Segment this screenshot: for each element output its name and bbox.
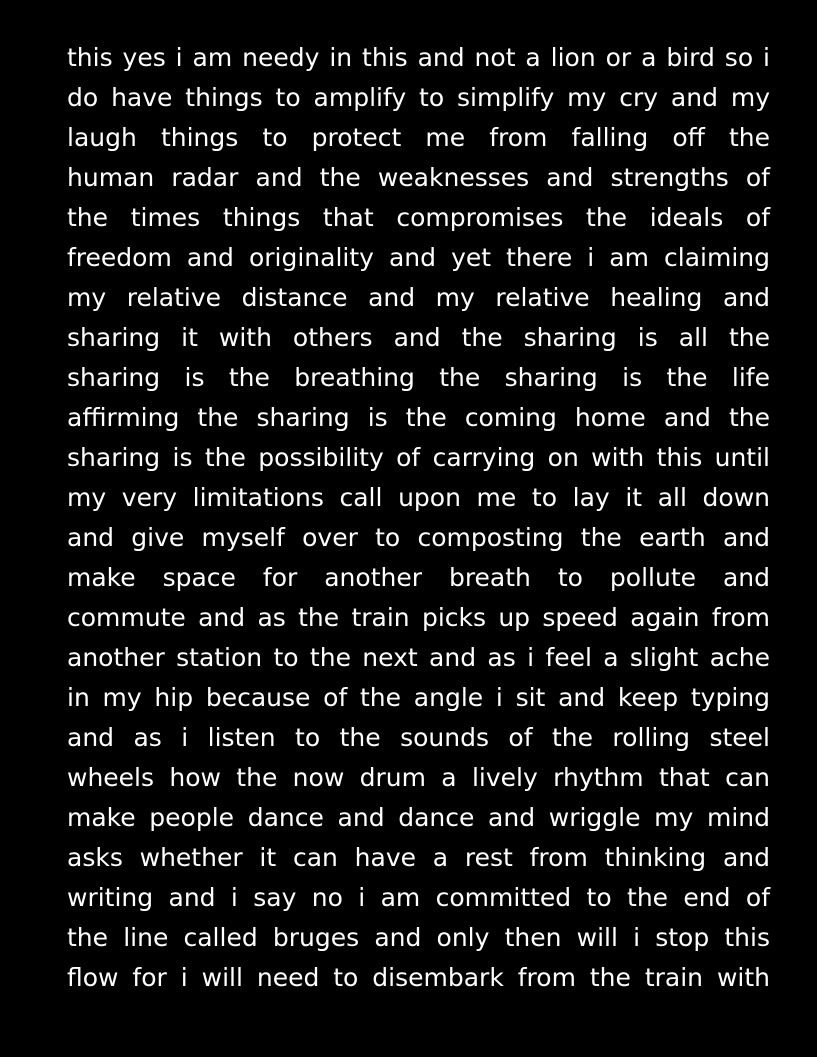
text-line-4: human radar and the weaknesses and strengths of bbox=[67, 163, 770, 192]
text-line-7: my relative distance and my relative healing and bbox=[67, 283, 770, 312]
text-line-23: the line called bruges and only then will i stop this bbox=[67, 923, 770, 952]
text-line-9: sharing is the breathing the sharing is the life bbox=[67, 363, 770, 392]
body-text bbox=[67, 38, 770, 998]
text-line-22: writing and i say no i am committed to the end of bbox=[67, 883, 770, 912]
text-line-14: make space for another breath to pollute and bbox=[67, 563, 770, 592]
text-line-6: freedom and originality and yet there i am claiming bbox=[67, 243, 770, 272]
text-line-15: commute and as the train picks up speed again from bbox=[67, 603, 770, 632]
text-line-13: and give myself over to composting the earth and bbox=[67, 523, 770, 552]
text-line-12: my very limitations call upon me to lay it all down bbox=[67, 483, 770, 512]
text-line-17: in my hip because of the angle i sit and keep typing bbox=[67, 683, 770, 712]
text-line-2: do have things to amplify to simplify my cry and my bbox=[67, 83, 770, 112]
text-line-16: another station to the next and as i feel a slight ache bbox=[67, 643, 770, 672]
text-line-11: sharing is the possibility of carrying on with this until bbox=[67, 443, 770, 472]
text-line-24: flow for i will need to disembark from the train with bbox=[67, 963, 770, 992]
text-line-5: the times things that compromises the ideals of bbox=[67, 203, 770, 232]
text-line-19: wheels how the now drum a lively rhythm that can bbox=[67, 763, 770, 792]
text-line-18: and as i listen to the sounds of the rolling steel bbox=[67, 723, 770, 752]
text-line-8: sharing it with others and the sharing is all the bbox=[67, 323, 770, 352]
text-line-21: asks whether it can have a rest from thinking and bbox=[67, 843, 770, 872]
text-line-1: this yes i am needy in this and not a lion or a bird so i bbox=[67, 43, 770, 72]
text-line-3: laugh things to protect me from falling off the bbox=[67, 123, 770, 152]
text-line-20: make people dance and dance and wriggle my mind bbox=[67, 803, 770, 832]
text-line-10: affirming the sharing is the coming home and the bbox=[67, 403, 770, 432]
